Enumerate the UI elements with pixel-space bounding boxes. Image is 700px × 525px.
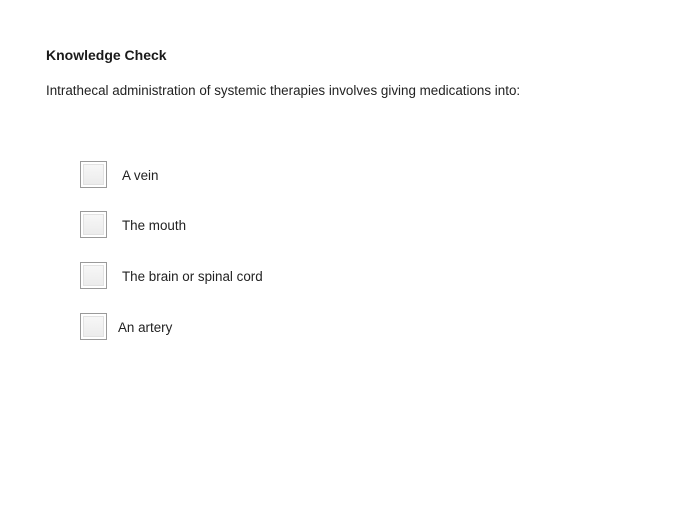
question-text: Intrathecal administration of systemic therapies involves giving medications into: bbox=[46, 83, 521, 98]
checkbox[interactable] bbox=[80, 211, 107, 238]
option-label: The mouth bbox=[122, 218, 187, 233]
quiz-title: Knowledge Check bbox=[46, 47, 167, 63]
checkbox[interactable] bbox=[80, 161, 107, 188]
answer-option-brain-or-spinal-cord[interactable] bbox=[80, 262, 480, 292]
checkbox[interactable] bbox=[80, 262, 107, 289]
answer-option-the-mouth[interactable] bbox=[80, 211, 480, 241]
answer-option-an-artery[interactable] bbox=[80, 313, 480, 343]
option-label: A vein bbox=[122, 168, 159, 183]
answer-option-a-vein[interactable] bbox=[80, 161, 480, 191]
option-label: The brain or spinal cord bbox=[122, 269, 263, 284]
option-label: An artery bbox=[118, 320, 173, 335]
checkbox[interactable] bbox=[80, 313, 107, 340]
